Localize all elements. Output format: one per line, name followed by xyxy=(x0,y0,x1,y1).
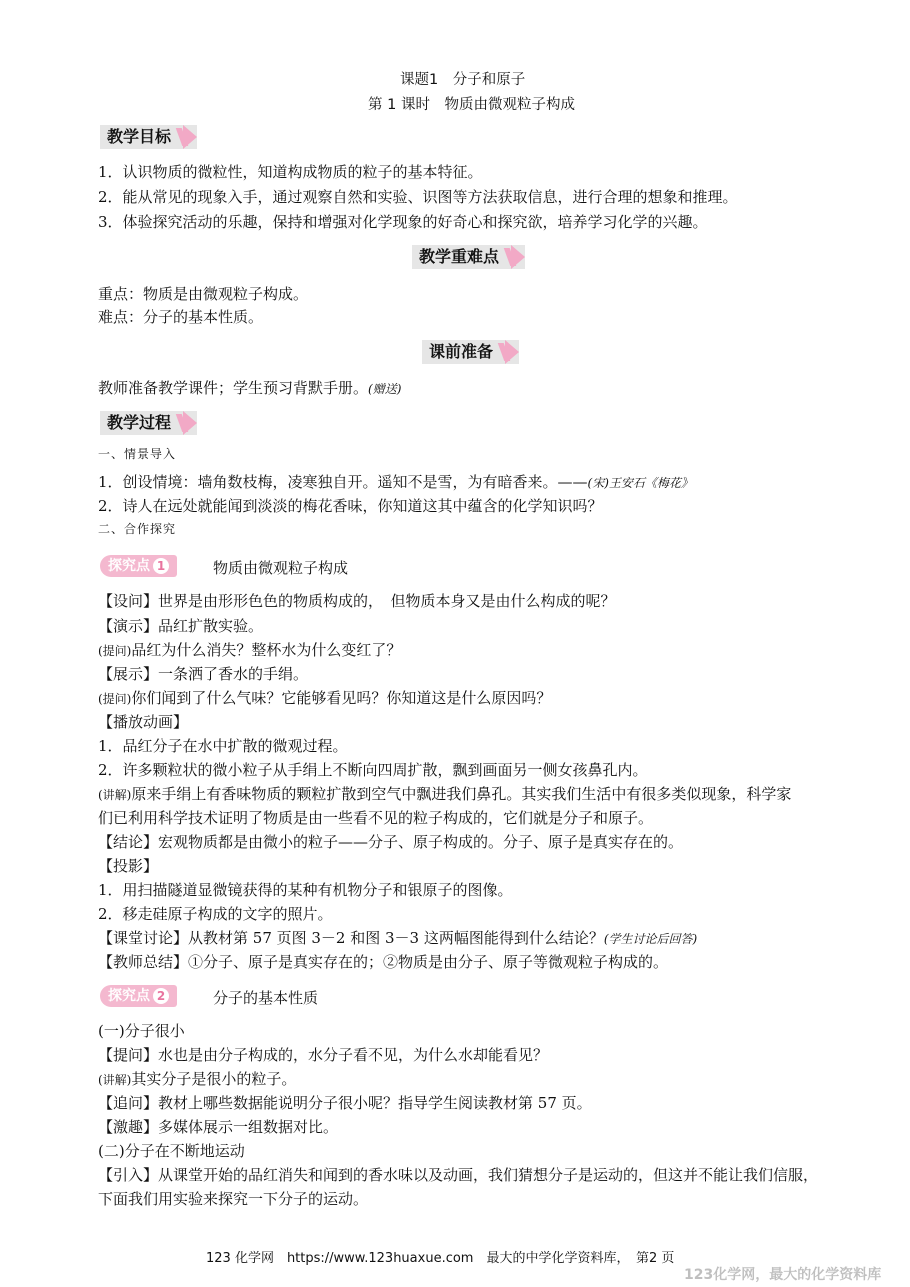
e2-line-2-text: 其实分子是很小的粒子。 xyxy=(131,1070,297,1088)
e1-line-5 xyxy=(98,688,551,709)
e1-line-12: 【投影】 xyxy=(98,857,159,875)
objective-1: 1．认识物质的微粒性，知道构成物质的粒子的基本特征。 xyxy=(98,163,483,181)
lesson-title: 课题1 分子和原子 xyxy=(400,72,526,88)
part2-heading: 二、合作探究 xyxy=(98,522,177,536)
e1-line-9-text: 原来手绢上有香味物质的颗粒扩散到空气中飘进我们鼻孔。其实我们生活中有很多类似现象，科学家 xyxy=(131,785,792,803)
objective-2: 2．能从常见的现象入手，通过观察自然和实验、识图等方法获取信息，进行合理的想象和推理。 xyxy=(98,188,738,206)
explore-1-badge-num: 1 xyxy=(153,558,169,574)
e1-line-1: 【设问】世界是由形形色色的物质构成的， 但物质本身又是由什么构成的呢？ xyxy=(98,592,616,610)
section-keypoints-header: 教学重难点 xyxy=(412,245,525,269)
explore-1-badge xyxy=(100,555,177,577)
e1-line-11: 【结论】宏观物质都是由微小的粒子——分子、原子构成的。分子、原子是真实存在的。 xyxy=(98,833,684,851)
keypoint-focus: 重点：物质是由微观粒子构成。 xyxy=(98,285,309,303)
e1-line-9-tag: (讲解) xyxy=(98,788,132,802)
preparation-note: (赠送) xyxy=(368,382,402,396)
e1-line-4: 【展示】一条洒了香水的手绢。 xyxy=(98,665,309,683)
e1-line-13: 1．用扫描隧道显微镜获得的某种有机物分子和银原子的图像。 xyxy=(98,881,513,899)
preparation-main: 教师准备教学课件；学生预习背默手册。 xyxy=(98,379,369,397)
e1-line-5-text: 你们闻到了什么气味？它能够看见吗？你知道这是什么原因吗？ xyxy=(131,689,552,707)
section-preparation-header: 课前准备 xyxy=(422,340,519,364)
section-process-header: 教学过程 xyxy=(100,411,197,435)
explore-2-badge-num: 2 xyxy=(153,988,169,1004)
explore-1-badge-label: 探究点 xyxy=(108,558,150,574)
e2-line-2 xyxy=(98,1069,296,1090)
e1-line-15 xyxy=(98,928,697,949)
e1-line-2: 【演示】品红扩散实验。 xyxy=(98,617,264,635)
keypoint-difficulty: 难点：分子的基本性质。 xyxy=(98,308,264,326)
watermark: 123化学网，最大的化学资料库 xyxy=(684,1267,882,1283)
e2-heading-2: (二)分子在不断地运动 xyxy=(98,1142,245,1160)
e2-line-5: 【引入】从课堂开始的品红消失和闻到的香水味以及动画，我们猜想分子是运动的，但这并不能让我们信服， xyxy=(98,1166,819,1184)
intro-2: 2．诗人在远处就能闻到淡淡的梅花香味，你知道这其中蕴含的化学知识吗？ xyxy=(98,497,603,515)
objective-3: 3．体验探究活动的乐趣，保持和增强对化学现象的好奇心和探究欲，培养学习化学的兴趣。 xyxy=(98,213,708,231)
e1-line-6: 【播放动画】 xyxy=(98,713,189,731)
explore-2-title: 分子的基本性质 xyxy=(213,989,319,1007)
preparation-text xyxy=(98,378,401,399)
e1-line-5-tag: (提问) xyxy=(98,692,132,706)
intro-1-source: (宋)王安石《梅花》 xyxy=(587,476,693,490)
intro-1-text: 1．创设情境：墙角数枝梅，凌寒独自开。遥知不是雪，为有暗香来。—— xyxy=(98,473,588,491)
e1-line-10: 们已利用科学技术证明了物质是由一些看不见的粒子构成的，它们就是分子和原子。 xyxy=(98,809,654,827)
e2-line-3: 【追问】教材上哪些数据能说明分子很小呢？指导学生阅读教材第 57 页。 xyxy=(98,1094,592,1112)
explore-2-badge-label: 探究点 xyxy=(108,988,150,1004)
e2-line-1: 【提问】水也是由分子构成的，水分子看不见，为什么水却能看见？ xyxy=(98,1046,549,1064)
e2-heading-1: (一)分子很小 xyxy=(98,1022,185,1040)
explore-2-badge xyxy=(100,985,177,1007)
e1-line-3-tag: (提问) xyxy=(98,644,132,658)
section-objectives-header: 教学目标 xyxy=(100,125,197,149)
e1-line-16: 【教师总结】①分子、原子是真实存在的；②物质是由分子、原子等微观粒子构成的。 xyxy=(98,953,669,971)
e2-line-6: 下面我们用实验来探究一下分子的运动。 xyxy=(98,1190,369,1208)
period-title: 第 1 课时 物质由微观粒子构成 xyxy=(368,97,575,113)
e2-line-2-tag: (讲解) xyxy=(98,1073,132,1087)
e1-line-14: 2．移走硅原子构成的文字的照片。 xyxy=(98,905,333,923)
explore-1-title: 物质由微观粒子构成 xyxy=(213,559,349,577)
e1-line-9 xyxy=(98,784,791,805)
e1-line-7: 1．品红分子在水中扩散的微观过程。 xyxy=(98,737,348,755)
e1-line-8: 2．许多颗粒状的微小粒子从手绢上不断向四周扩散，飘到画面另一侧女孩鼻孔内。 xyxy=(98,761,648,779)
part1-heading: 一、情景导入 xyxy=(98,447,177,461)
e2-line-4: 【激趣】多媒体展示一组数据对比。 xyxy=(98,1118,339,1136)
e1-line-3-text: 品红为什么消失？整杯水为什么变红了？ xyxy=(131,641,402,659)
page-footer: 123 化学网 https://www.123huaxue.com 最大的中学化学资料库， 第2 页 xyxy=(206,1251,675,1266)
e1-line-15-text: 【课堂讨论】从教材第 57 页图 3－2 和图 3－3 这两幅图能得到什么结论？ xyxy=(98,929,604,947)
e1-line-15-note: (学生讨论后回答) xyxy=(603,932,698,946)
intro-1 xyxy=(98,472,693,493)
e1-line-3 xyxy=(98,640,401,661)
